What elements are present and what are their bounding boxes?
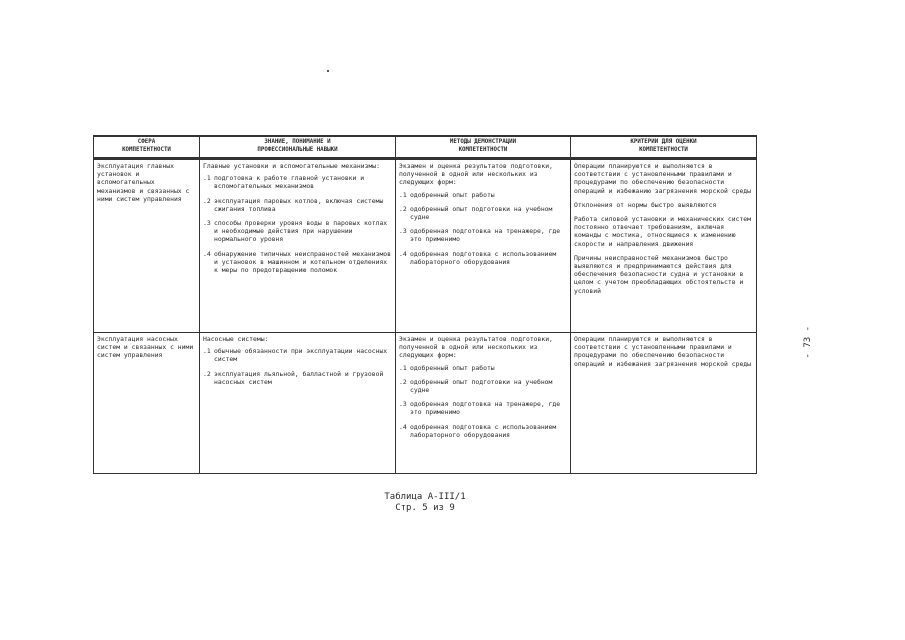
list-item <box>399 378 567 394</box>
item-number: .4 <box>399 249 407 258</box>
header-line: МЕТОДЫ ДЕМОНСТРАЦИИ <box>449 139 517 146</box>
item-text: одобренный опыт работы <box>410 190 495 199</box>
caption-page-info: Стр. 5 из 9 <box>395 503 455 513</box>
header-knowledge <box>200 136 396 159</box>
table-caption <box>360 492 490 514</box>
list-item <box>399 250 567 266</box>
item-number: .2 <box>399 204 407 213</box>
header-line: ЗНАНИЕ, ПОНИМАНИЕ И <box>264 139 331 146</box>
list-item <box>203 347 392 363</box>
item-number: .4 <box>399 422 407 431</box>
methods-cell <box>396 333 571 474</box>
list-item <box>203 219 392 244</box>
item-text: одобренный опыт подготовки на учебном судне <box>410 204 553 222</box>
header-line: КОМПЕТЕНТНОСТИ <box>458 146 508 153</box>
table-row <box>94 159 757 333</box>
item-text: способы проверки уровня воды в паровых котлах и необходимые действия при нарушении нормального уровня <box>214 219 388 244</box>
list-item <box>399 227 567 243</box>
list-item <box>399 400 567 416</box>
item-text: подготовка к работе главной установки и вспомогательных механизмов <box>214 174 365 191</box>
knowledge-cell <box>200 333 396 474</box>
item-number: .2 <box>399 377 407 386</box>
criteria-paragraph: Операции планируются и выполняются в соответствии с установленными правилами и процедурами по обеспечению безопасности операций и избежания загрязнения морской среды <box>574 335 751 368</box>
header-methods <box>396 136 571 159</box>
item-number: .2 <box>203 196 211 205</box>
header-sphere <box>94 136 200 159</box>
item-number: .1 <box>203 347 211 356</box>
methods-intro: Экзамен и оценка результатов подготовки, полученной в одной или нескольких из следующих форм: <box>399 335 553 360</box>
item-text: одобренная подготовка с использованием лабораторного оборудования <box>410 249 557 266</box>
knowledge-intro: Главные установки и вспомогательные механизмы: <box>203 162 380 170</box>
header-line: СФЕРА <box>137 139 156 146</box>
header-criteria <box>571 136 757 159</box>
competence-table <box>93 135 757 474</box>
criteria-paragraph: Операции планируются и выполняются в соответствии с установленными правилами и процедурами по обеспечению безопасности операций и избежанию загрязнения морской среды <box>574 162 751 195</box>
list-item <box>203 174 392 190</box>
criteria-cell <box>571 159 757 333</box>
item-number: .3 <box>399 227 407 236</box>
item-number: .1 <box>203 174 211 183</box>
knowledge-intro: Насосные системы: <box>203 335 269 343</box>
list-item <box>203 197 392 213</box>
item-text: одобренная подготовка с использованием лабораторного оборудования <box>410 422 557 439</box>
knowledge-cell <box>200 159 396 333</box>
list-item <box>399 364 567 372</box>
item-text: эксплуатация паровых котлов, включая системы сжигания топлива <box>214 196 384 213</box>
scan-speck <box>327 70 329 72</box>
item-text: одобренная подготовка на тренажере, где это применимо <box>410 400 561 417</box>
sphere-cell: Эксплуатация главных установок и вспомогательных механизмов и связанных с ними систем управления <box>94 159 200 333</box>
item-number: .3 <box>399 400 407 409</box>
item-text: эксплуатация льяльной, балластной и грузовой насосных систем <box>214 369 384 386</box>
table-header-row <box>94 136 757 159</box>
item-number: .1 <box>399 363 407 372</box>
list-item <box>399 191 567 199</box>
table-row <box>94 333 757 474</box>
item-number: .2 <box>203 369 211 378</box>
list-item <box>203 370 392 386</box>
criteria-paragraph: Отклонения от нормы быстро выявляются <box>574 200 717 209</box>
list-item <box>203 250 392 275</box>
header-line: КОМПЕТЕНТНОСТИ <box>122 146 171 153</box>
item-text: одобренный опыт работы <box>410 363 495 372</box>
criteria-paragraph: Работа силовой установки и механических систем постоянно отвечает требованиям, включая команды с мостика, относящиеся к изменению скорости и направления движения <box>574 215 751 248</box>
methods-intro: Экзамен и оценка результатов подготовки, полученной в одной или нескольких из следующих форм: <box>399 162 553 187</box>
methods-cell <box>396 159 571 333</box>
header-line: КОМПЕТЕНТНОСТИ <box>639 146 688 153</box>
item-number: .4 <box>203 249 211 258</box>
item-text: обнаружение типичных неисправностей механизмов и установок в машинном и котельном отделениях к меры по предотвращению поломок <box>214 249 391 275</box>
item-text: одобренная подготовка на тренажере, где это применимо <box>410 227 561 244</box>
criteria-cell <box>571 333 757 474</box>
item-number: .3 <box>203 219 211 228</box>
sphere-cell: Эксплуатация насосных систем и связанных с ними систем управления <box>94 333 200 474</box>
header-line: ПРОФЕССИОНАЛЬНЫЕ НАВЫКИ <box>257 146 338 153</box>
item-text: обычные обязанности при эксплуатации насосных систем <box>214 347 388 364</box>
header-line: КРИТЕРИИ ДЛЯ ОЦЕНКИ <box>630 139 697 146</box>
list-item <box>399 205 567 221</box>
item-number: .1 <box>399 190 407 199</box>
caption-table-id: Таблица А-III/1 <box>384 492 466 502</box>
page-number: - 73 - <box>803 326 813 359</box>
list-item <box>399 423 567 439</box>
criteria-paragraph: Причины неисправностей механизмов быстро выявляются и предпринимаются действия для обеспечения безопасности судна и установки в целом с учетом преобладающих обстоятельств и условий <box>574 253 744 295</box>
item-text: одобренный опыт подготовки на учебном судне <box>410 377 553 395</box>
